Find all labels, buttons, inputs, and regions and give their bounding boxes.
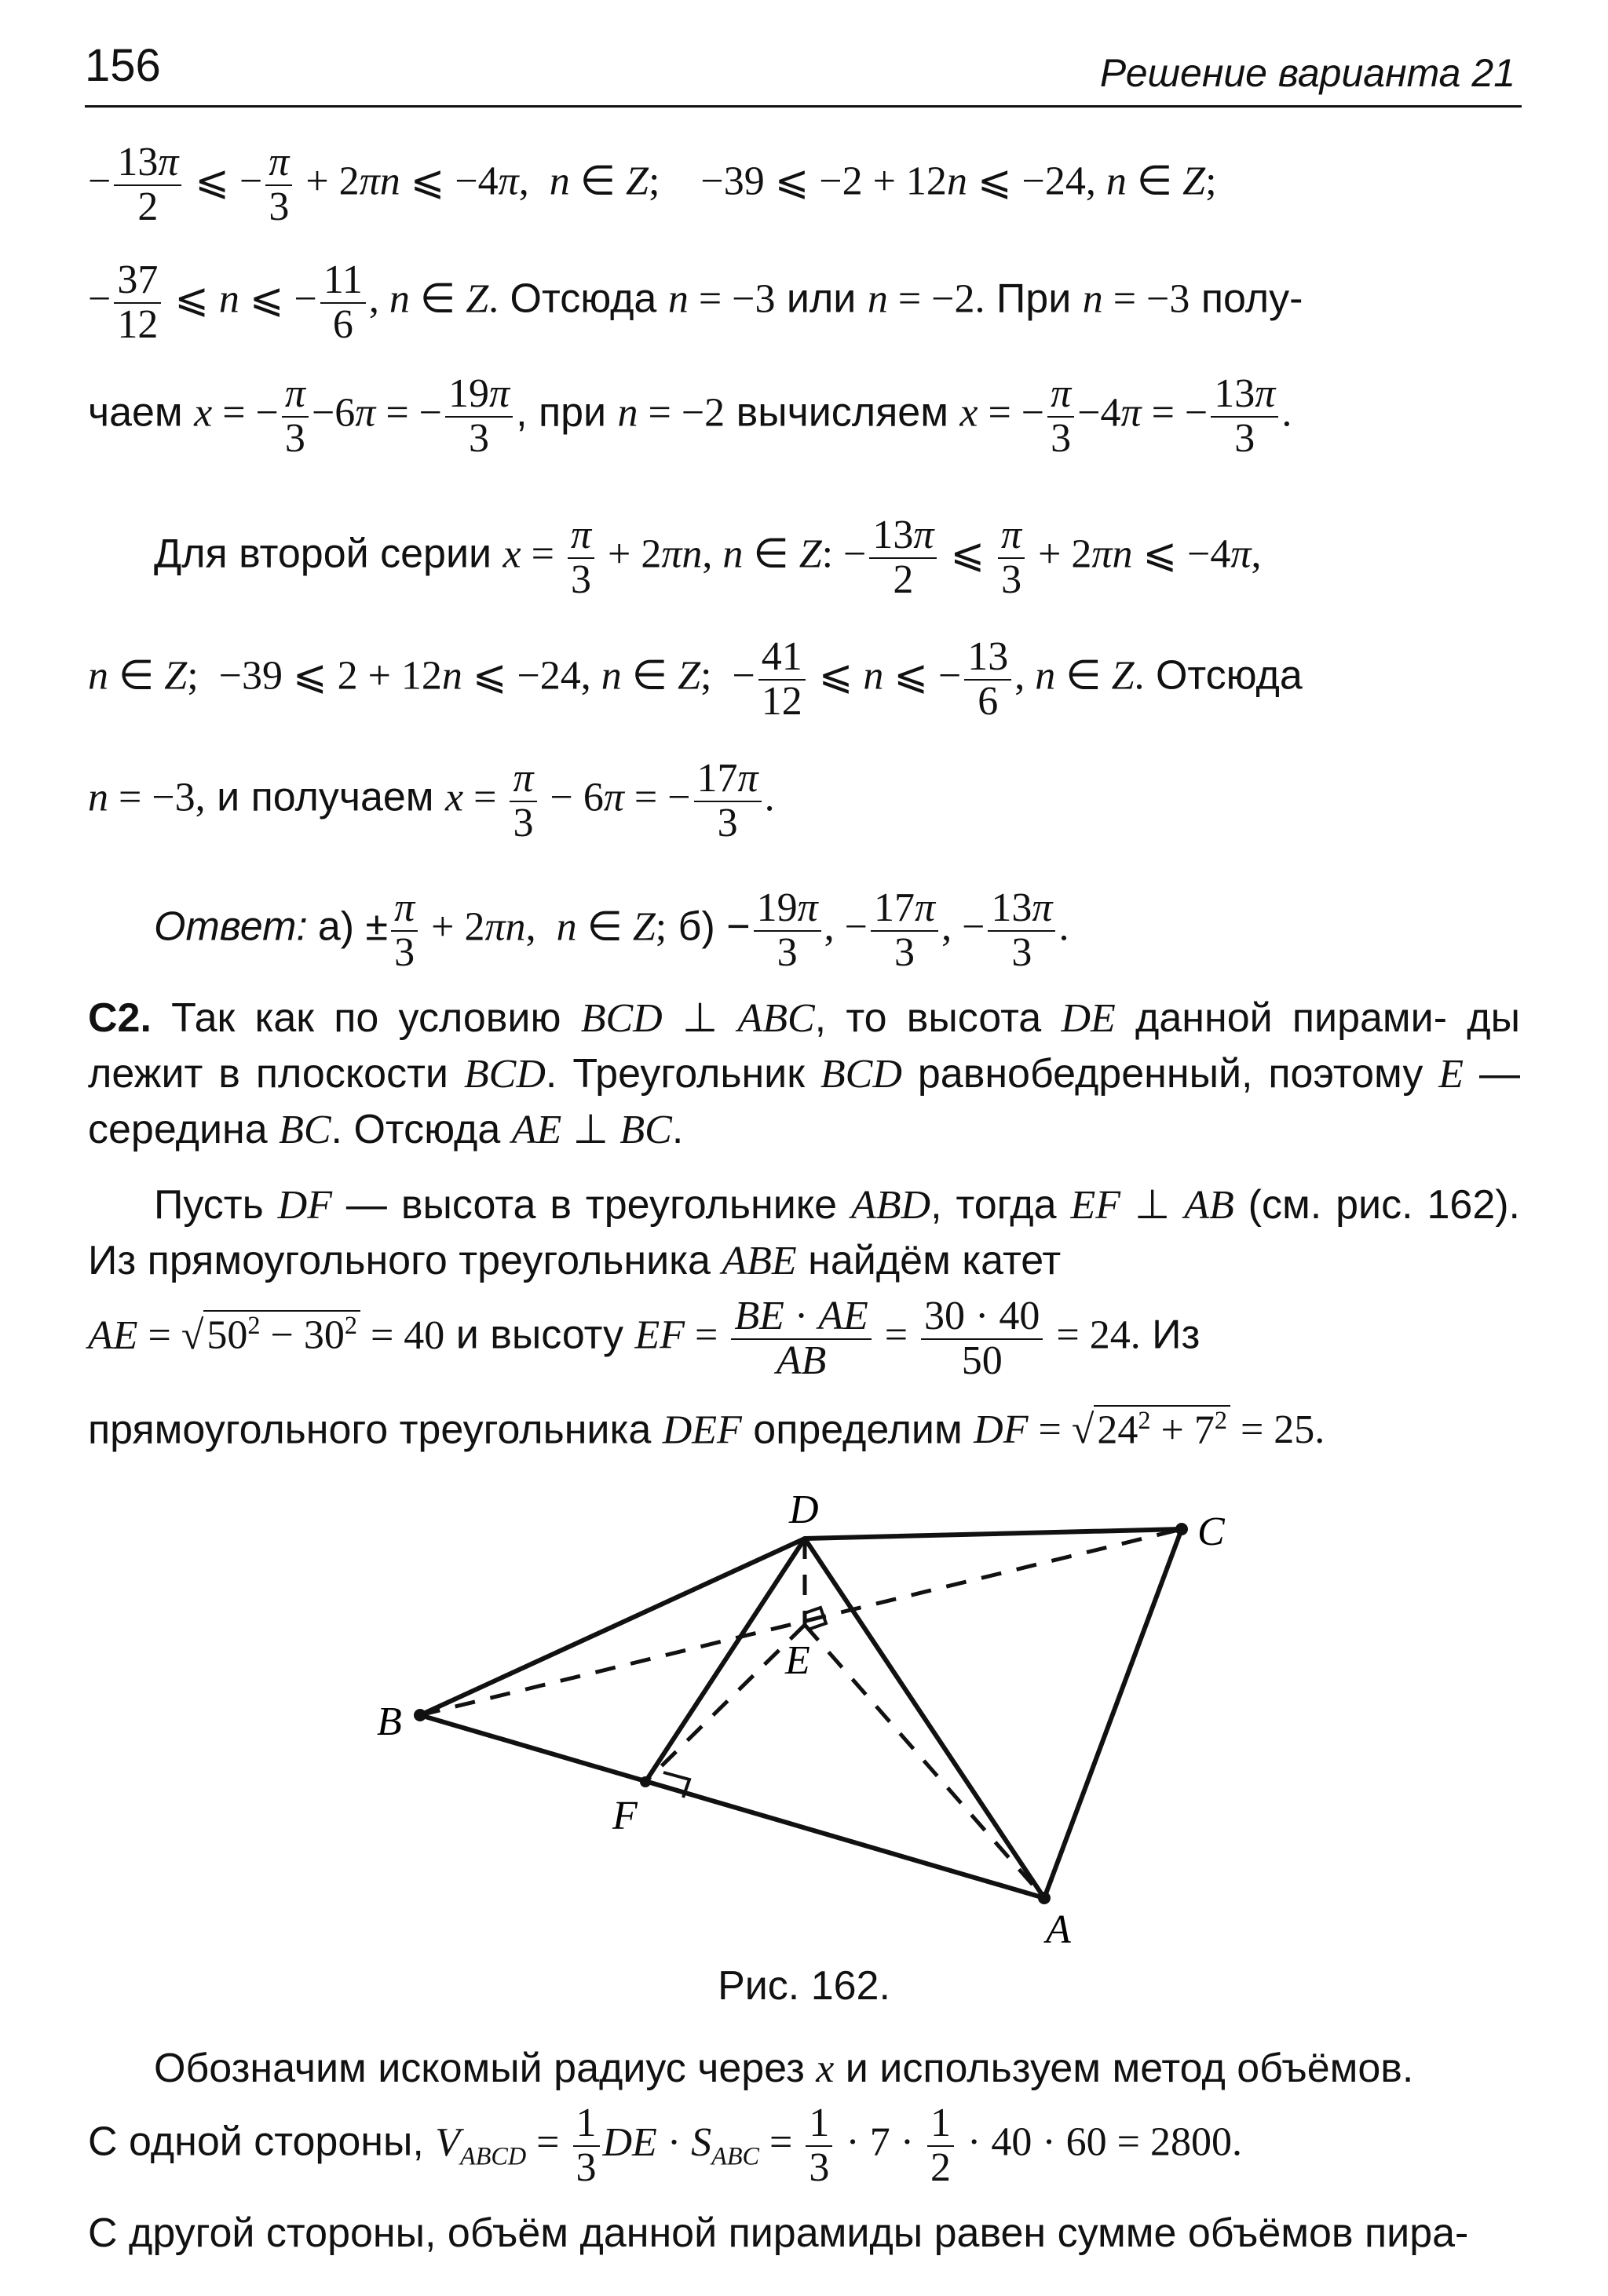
- math-line-3: чаем x = − $\frac{\pi}{3}$ −6π = − $\frac{19\pi}{3}$ , при n = −2 вычисляем x = − $\frac{\pi}{3}$ −4π = − $\frac{13\pi}{3}$ .: [88, 371, 1292, 461]
- page-number: 156: [85, 40, 161, 91]
- label-C: C: [1197, 1509, 1225, 1554]
- math-line-volume: С одной стороны, $V_{ABCD}$ = $\frac{1}{3}$ DE · $S_{ABC}$ = $\frac{1}{3}$ · 7 · $\frac{1}{2}$ · 40 · 60 = 2800.: [88, 2101, 1242, 2190]
- math-line-2: − $\frac{37}{12}$ ⩽ n ⩽ − $\frac{11}{6}$ , n ∈ Z. Отсюда n = −3 или n = −2. При n = −3 полу-: [88, 257, 1303, 347]
- math-line-1: − $\frac{13\pi}{2}$ ⩽ − $\frac{\pi}{3}$ + 2πn ⩽ −4π, n ∈ Z; −39 ⩽ −2 + 12n ⩽ −24, n ∈ Z;: [88, 140, 1217, 229]
- edge-DC: [805, 1529, 1182, 1539]
- final-paragraph-1: Обозначим искомый радиус через x и используем метод объёмов.: [154, 2046, 1414, 2091]
- answer-line: Ответ: а) ± $\frac{\pi}{3}$ + 2πn, n ∈ Z; б) − $\frac{19\pi}{3}$ , − $\frac{17\pi}{3}$ , − $\frac{13\pi}{3}$ .: [154, 885, 1069, 975]
- vertex-C: [1175, 1523, 1188, 1535]
- math-line-5: n ∈ Z; −39 ⩽ 2 + 12n ⩽ −24, n ∈ Z; − $\frac{41}{12}$ ⩽ n ⩽ − $\frac{13}{6}$ , n ∈ Z. Отсюда: [88, 634, 1303, 724]
- edge-BC-hidden: [420, 1529, 1182, 1715]
- edge-EF-hidden: [645, 1625, 805, 1782]
- vertex-B: [414, 1709, 426, 1721]
- pyramid-figure: [0, 1491, 1608, 1978]
- label-E: E: [785, 1638, 810, 1683]
- final-paragraph-3: С другой стороны, объём данной пирамиды равен сумме объёмов пира-: [88, 2210, 1469, 2256]
- label-F: F: [612, 1794, 638, 1838]
- header-rule: [85, 105, 1522, 108]
- right-angle-F: [663, 1772, 689, 1798]
- vertex-F: [640, 1776, 651, 1787]
- figure-caption: Рис. 162.: [718, 1963, 890, 2009]
- c2-paragraph-2: Пусть DF — высота в треугольнике ABD, тогда EF ⊥ AB (см. рис. 162). Из прямоугольного треугольника ABE найдём катет: [88, 1182, 1521, 1283]
- edge-EA-hidden: [805, 1625, 1044, 1898]
- answer-label: Ответ:: [154, 903, 308, 950]
- math-line-6: n = −3, и получаем x = $\frac{\pi}{3}$ − 6π = − $\frac{17\pi}{3}$ .: [88, 756, 775, 845]
- edge-CA: [1044, 1529, 1182, 1898]
- math-line-df: прямоугольного треугольника DEF определим DF = $√24^2 + 7^2 = 25$.: [88, 1406, 1325, 1453]
- edge-BA: [420, 1715, 1044, 1898]
- vertex-A: [1038, 1892, 1051, 1904]
- c2-paragraph-1: C2. Так как по условию BCD ⊥ ABC, то высота DE данной пирами- ды лежит в плоскости BCD. Треугольник BCD равнобедренный, поэтому E — середина BC. Отсюда AE ⊥ BC.: [88, 995, 1520, 1152]
- running-title: Решение варианта 21: [1099, 51, 1515, 95]
- math-line-ae-ef: AE = $√50^2 - 30^2 = 40$ и высоту EF = $\frac{BE \cdot AE}{AB}$ = $\frac{30 \cdot 40}{50}$ = 24. Из: [88, 1294, 1201, 1383]
- label-D: D: [789, 1491, 819, 1532]
- label-B: B: [377, 1699, 402, 1744]
- label-A: A: [1046, 1907, 1071, 1952]
- c2-label: C2.: [88, 995, 152, 1041]
- math-line-4: Для второй серии x = $\frac{\pi}{3}$ + 2πn, n ∈ Z: − $\frac{13\pi}{2}$ ⩽ $\frac{\pi}{3}$ + 2πn ⩽ −4π,: [154, 513, 1262, 602]
